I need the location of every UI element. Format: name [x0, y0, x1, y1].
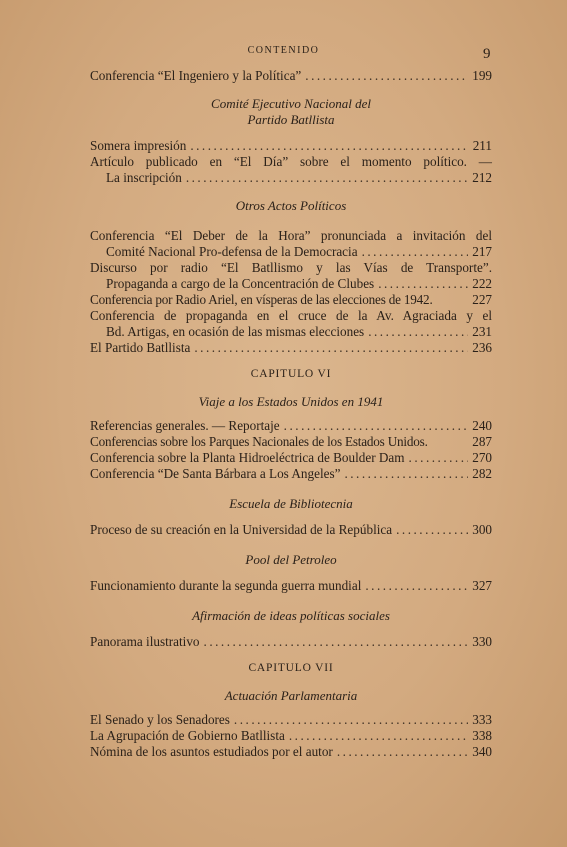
toc-entry-page: 330 [472, 634, 492, 649]
toc-entry-page: 199 [472, 68, 492, 83]
section-heading: Otros Actos Políticos [235, 198, 347, 213]
toc-entry-page: 300 [472, 522, 492, 537]
dot-leader [284, 418, 469, 434]
toc-entry [90, 712, 492, 728]
dot-leader [186, 170, 468, 186]
toc-entry-title: Somera impresión [90, 138, 187, 153]
toc-entry-title: Propaganda a cargo de la Concentración de Clubes [106, 276, 375, 291]
toc-entry [90, 244, 492, 260]
toc-entry-page: 327 [472, 578, 492, 593]
section-heading: Afirmación de ideas políticas sociales [192, 608, 390, 623]
dot-leader [337, 744, 468, 760]
chapter-heading: CAPITULO VII [248, 662, 334, 674]
toc-entry-title: La inscripción [106, 170, 182, 185]
toc-entry [90, 728, 492, 744]
toc-entry-page: 287 [472, 434, 492, 449]
table-of-contents [90, 68, 492, 760]
toc-entry [90, 744, 492, 760]
dot-leader [190, 138, 468, 154]
toc-entry-title-line: Conferencia de propaganda en el cruce de la Av. Agraciada y el [90, 308, 492, 323]
toc-entry-title: Bd. Artigas, en ocasión de las mismas elecciones [106, 324, 365, 339]
dot-leader [234, 712, 468, 728]
dot-leader [204, 634, 469, 650]
toc-entry-title: Comité Nacional Pro-defensa de la Democracia [106, 244, 358, 259]
toc-entry-page: 236 [472, 340, 492, 355]
toc-entry-page: 227 [472, 292, 492, 307]
toc-entry-page: 338 [472, 728, 492, 743]
toc-entry [90, 466, 492, 482]
dot-leader [368, 324, 468, 340]
section-heading: Comité Ejecutivo Nacional del [211, 96, 371, 111]
running-head: CONTENIDO [247, 45, 320, 56]
toc-entry [90, 434, 492, 450]
toc-entry-title-line: Conferencia “El Deber de la Hora” pronunciada a invitación del [90, 228, 492, 243]
dot-leader [289, 728, 468, 744]
toc-entry [90, 324, 492, 340]
toc-entry-title: Panorama ilustrativo [90, 634, 200, 649]
toc-entry [90, 578, 492, 594]
toc-entry-page: 222 [472, 276, 492, 291]
section-heading-continued: Partido Batllista [247, 112, 335, 127]
section-heading: Escuela de Bibliotecnia [229, 496, 353, 511]
toc-entry-title: Referencias generales. — Reportaje [90, 418, 280, 433]
toc-entry-title: Conferencia por Radio Ariel, en vísperas de las elecciones de 1942. [90, 292, 433, 307]
section-heading: Pool del Petroleo [245, 552, 337, 567]
toc-entry-title-line: Discurso por radio “El Batllismo y las Vías de Transporte”. [90, 260, 492, 275]
toc-entry [90, 418, 492, 434]
dot-leader [362, 244, 469, 260]
toc-entry [90, 292, 492, 308]
toc-entry-page: 217 [472, 244, 492, 259]
toc-entry-page: 212 [472, 170, 492, 185]
toc-entry-page: 282 [472, 466, 492, 481]
toc-entry [90, 170, 492, 186]
toc-entry [90, 634, 492, 650]
chapter-heading: CAPITULO VI [250, 368, 332, 380]
toc-entry-page: 270 [472, 450, 492, 465]
toc-entry-title: Conferencias sobre los Parques Nacionales de los Estados Unidos. [90, 434, 428, 449]
page-number: 9 [483, 46, 491, 62]
toc-entry-page: 333 [472, 712, 492, 727]
toc-entry-title: Nómina de los asuntos estudiados por el autor [90, 744, 333, 759]
toc-entry-title-line: Artículo publicado en “El Día” sobre el momento político. — [90, 154, 492, 169]
section-heading: Actuación Parlamentaria [224, 688, 358, 703]
dot-leader [194, 340, 468, 356]
toc-entry-title: Conferencia “De Santa Bárbara a Los Angeles” [90, 466, 341, 481]
toc-entry-page: 240 [472, 418, 492, 433]
toc-entry [90, 68, 492, 84]
dot-leader [409, 450, 469, 466]
toc-entry-page: 211 [472, 138, 492, 153]
toc-entry [90, 138, 492, 154]
dot-leader [305, 68, 468, 84]
toc-entry-title: Proceso de su creación en la Universidad de la República [90, 522, 393, 537]
toc-entry [90, 522, 492, 538]
dot-leader [365, 578, 468, 594]
toc-entry-title: El Senado y los Senadores [90, 712, 230, 727]
toc-entry-title: El Partido Batllista [90, 340, 191, 355]
dot-leader [396, 522, 468, 538]
toc-entry [90, 340, 492, 356]
toc-entry-title: La Agrupación de Gobierno Batllista [90, 728, 285, 743]
toc-entry-title: Conferencia sobre la Planta Hidroeléctrica de Boulder Dam [90, 450, 405, 465]
toc-entry-title: Conferencia “El Ingeniero y la Política” [90, 68, 302, 83]
toc-entry [90, 276, 492, 292]
toc-entry-page: 340 [472, 744, 492, 759]
dot-leader [378, 276, 468, 292]
toc-entry-title: Funcionamiento durante la segunda guerra mundial [90, 578, 362, 593]
toc-entry-page: 231 [472, 324, 492, 339]
section-heading: Viaje a los Estados Unidos en 1941 [198, 394, 384, 409]
toc-entry [90, 450, 492, 466]
dot-leader [344, 466, 468, 482]
